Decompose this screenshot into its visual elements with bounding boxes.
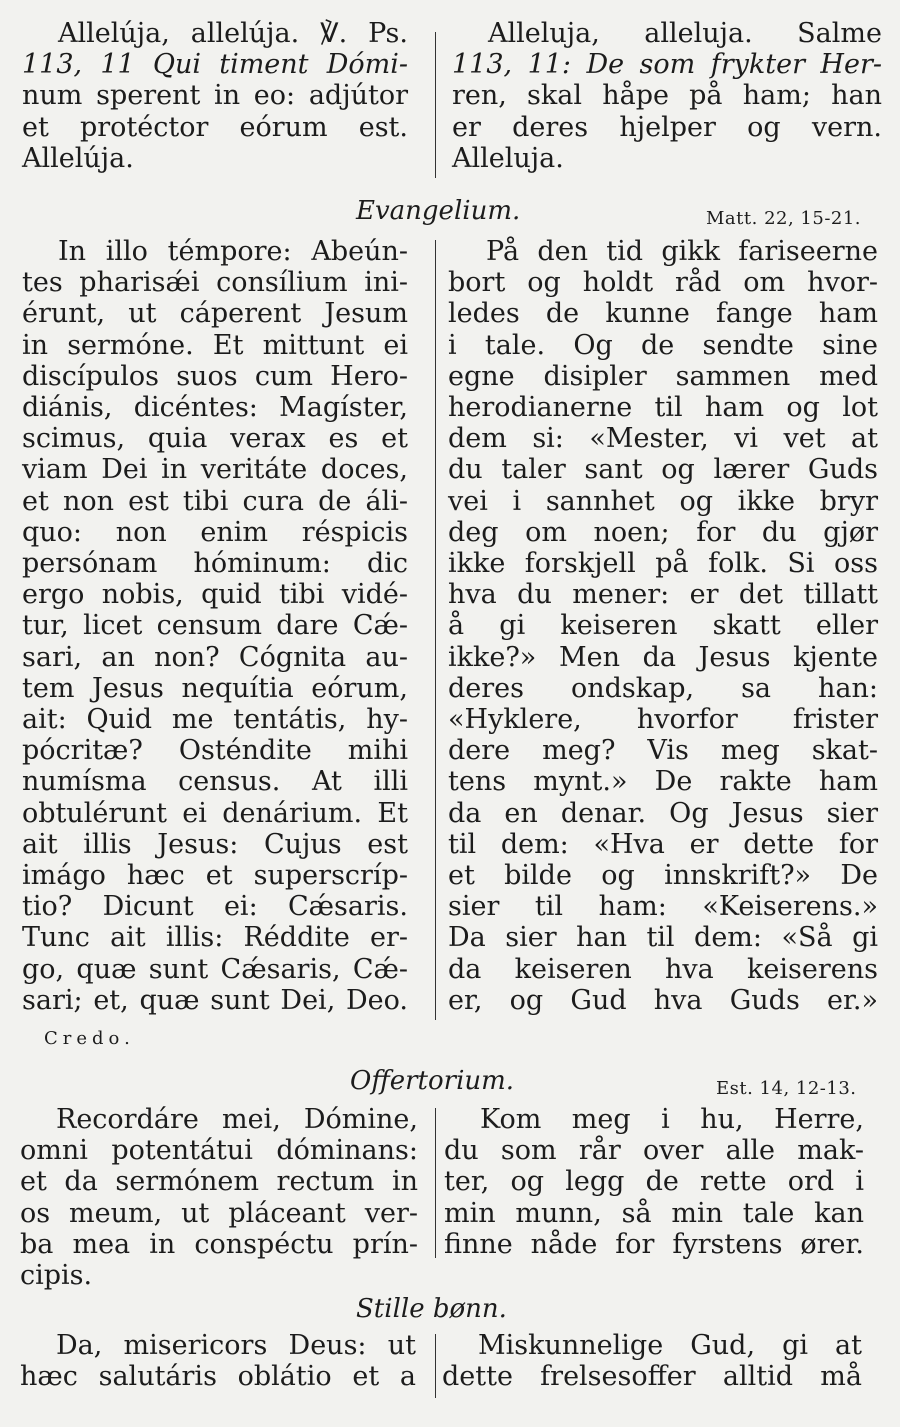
text-line: Tunc ait illis: Réddite er- — [22, 922, 408, 954]
text-line: In illo témpore: Abeún- — [58, 236, 408, 267]
text-line: et non est tibi cura de áli- — [22, 485, 408, 517]
text-line: cipis. — [20, 1260, 93, 1292]
text-line: Allelúja. — [22, 142, 134, 174]
text-line: i tale. Og de sendte sine — [448, 329, 878, 361]
text-line: tur, licet censum dare Cǽ- — [22, 610, 408, 642]
offertory-section — [22, 1104, 878, 1294]
secret-section — [22, 1330, 878, 1410]
text-line: bort og holdt råd om hvor- — [448, 267, 878, 299]
text-line: tio? Dicunt ei: Cǽsaris. — [22, 891, 408, 923]
text-line: ait illis Jesus: Cujus est — [22, 828, 408, 860]
text-line: numísma census. At illi — [22, 766, 408, 798]
text-line: På den tid gikk fariseerne — [486, 236, 878, 267]
text-line: in sermóne. Et mittunt ei — [22, 329, 408, 361]
text-line: 113, 11: De som frykter Her- — [452, 49, 882, 81]
text-line: sier til ham: «Keiserens.» — [448, 891, 878, 923]
text-line: å gi keiseren skatt eller — [448, 610, 878, 642]
offertory-norwegian — [444, 1104, 864, 1260]
text-line: dere meg? Vis meg skat- — [448, 735, 878, 767]
text-line: scimus, quia verax es et — [22, 423, 408, 455]
text-line: egne disipler sammen med — [448, 360, 878, 392]
text-line: érunt, ut cáperent Jesum — [22, 298, 408, 330]
text-line: hva du mener: er det tillatt — [448, 579, 878, 611]
text-line: quo: non enim réspicis — [22, 516, 408, 548]
text-line: da keiseren hva keiserens — [448, 953, 878, 985]
column-divider — [435, 32, 436, 178]
alleluia-norwegian — [452, 18, 882, 174]
text-line: «Hyklere, hvorfor frister — [448, 704, 878, 736]
text-line: er deres hjelper og vern. — [452, 111, 882, 143]
text-line: deg om noen; for du gjør — [448, 516, 878, 548]
text-line: Miskunnelige Gud, gi at — [478, 1330, 862, 1361]
text-line: omni potentátui dóminans: — [20, 1135, 418, 1167]
offertory-latin — [20, 1104, 418, 1291]
text-line: hæc salutáris oblátio et a — [20, 1361, 416, 1393]
text-line: til dem: «Hva er dette for — [448, 828, 878, 860]
text-line: tem Jesus nequítia eórum, — [22, 672, 408, 704]
text-line: os meum, ut pláceant ver- — [20, 1197, 418, 1229]
text-line: Alleluja. — [452, 142, 564, 174]
text-line: go, quæ sunt Cǽsaris, Cǽ- — [22, 953, 408, 985]
text-line: num sperent in eo: adjútor — [22, 80, 408, 112]
gospel-norwegian — [448, 236, 878, 1016]
text-line: ba mea in conspéctu prín- — [20, 1228, 418, 1260]
text-line: 113, 11 Qui timent Dómi- — [22, 49, 408, 81]
text-line: persónam hóminum: dic — [22, 548, 408, 580]
text-line: finne nåde for fyrstens ører. — [444, 1228, 864, 1260]
text-line: et bilde og innskrift?» De — [448, 860, 878, 892]
text-line: dette frelsesoffer alltid må — [442, 1361, 862, 1393]
text-line: sari; et, quæ sunt Dei, Deo. — [22, 984, 408, 1016]
text-line: vei i sannhet og ikke bryr — [448, 485, 878, 517]
text-line: er, og Gud hva Guds er.» — [448, 984, 878, 1016]
text-line: ledes de kunne fange ham — [448, 298, 878, 330]
column-divider — [435, 1334, 436, 1398]
gospel-section — [22, 236, 878, 1026]
text-line: da en denar. Og Jesus sier — [448, 797, 878, 829]
text-line: min munn, så min tale kan — [444, 1197, 864, 1229]
text-line: ergo nobis, quid tibi vidé- — [22, 579, 408, 611]
alleluia-section — [22, 18, 882, 178]
text-line: Da, misericors Deus: ut — [56, 1330, 416, 1361]
column-divider — [435, 1108, 436, 1258]
offertory-reference: Est. 14, 12-13. — [716, 1078, 857, 1099]
secret-latin — [20, 1330, 416, 1392]
text-line: Da sier han til dem: «Så gi — [448, 922, 878, 954]
text-line: du taler sant og lærer Guds — [448, 454, 878, 486]
text-line: discípulos suos cum Hero- — [22, 360, 408, 392]
gospel-latin — [22, 236, 408, 1016]
text-line: obtulérunt ei denárium. Et — [22, 797, 408, 829]
secret-heading: Stille bønn. — [356, 1294, 507, 1324]
text-line: Alleluja, alleluja. Salme — [488, 18, 882, 49]
text-line: diánis, dicéntes: Magíster, — [22, 392, 408, 424]
secret-norwegian — [442, 1330, 862, 1392]
text-line: ikke forskjell på folk. Si oss — [448, 548, 878, 580]
gospel-reference: Matt. 22, 15-21. — [706, 208, 862, 229]
text-line: et protéctor eórum est. — [22, 111, 408, 143]
text-line: ait: Quid me tentátis, hy- — [22, 704, 408, 736]
text-line: viam Dei in veritáte doces, — [22, 454, 408, 486]
text-line: tens mynt.» De rakte ham — [448, 766, 878, 798]
credo-rubric: Credo. — [44, 1028, 135, 1049]
column-divider — [435, 240, 436, 1020]
text-line: ren, skal håpe på ham; han — [452, 80, 882, 112]
text-line: tes pharisǽi consílium ini- — [22, 267, 408, 299]
text-line: deres ondskap, sa han: — [448, 672, 878, 704]
alleluia-latin — [22, 18, 408, 174]
offertory-heading: Offertorium. — [350, 1066, 515, 1096]
text-line: herodianerne til ham og lot — [448, 392, 878, 424]
text-line: imágo hæc et superscríp- — [22, 860, 408, 892]
text-line: ter, og legg de rette ord i — [444, 1166, 864, 1198]
text-line: du som rår over alle mak- — [444, 1135, 864, 1167]
text-line: et da sermónem rectum in — [20, 1166, 418, 1198]
text-line: sari, an non? Cógnita au- — [22, 641, 408, 673]
text-line: Recordáre mei, Dómine, — [56, 1104, 418, 1135]
text-line: pócritæ? Osténdite mihi — [22, 735, 408, 767]
text-line: Allelúja, allelúja. ℣. Ps. — [58, 18, 408, 49]
text-line: dem si: «Mester, vi vet at — [448, 423, 878, 455]
text-line: ikke?» Men da Jesus kjente — [448, 641, 878, 673]
text-line: Kom meg i hu, Herre, — [480, 1104, 864, 1135]
gospel-heading: Evangelium. — [356, 196, 521, 226]
